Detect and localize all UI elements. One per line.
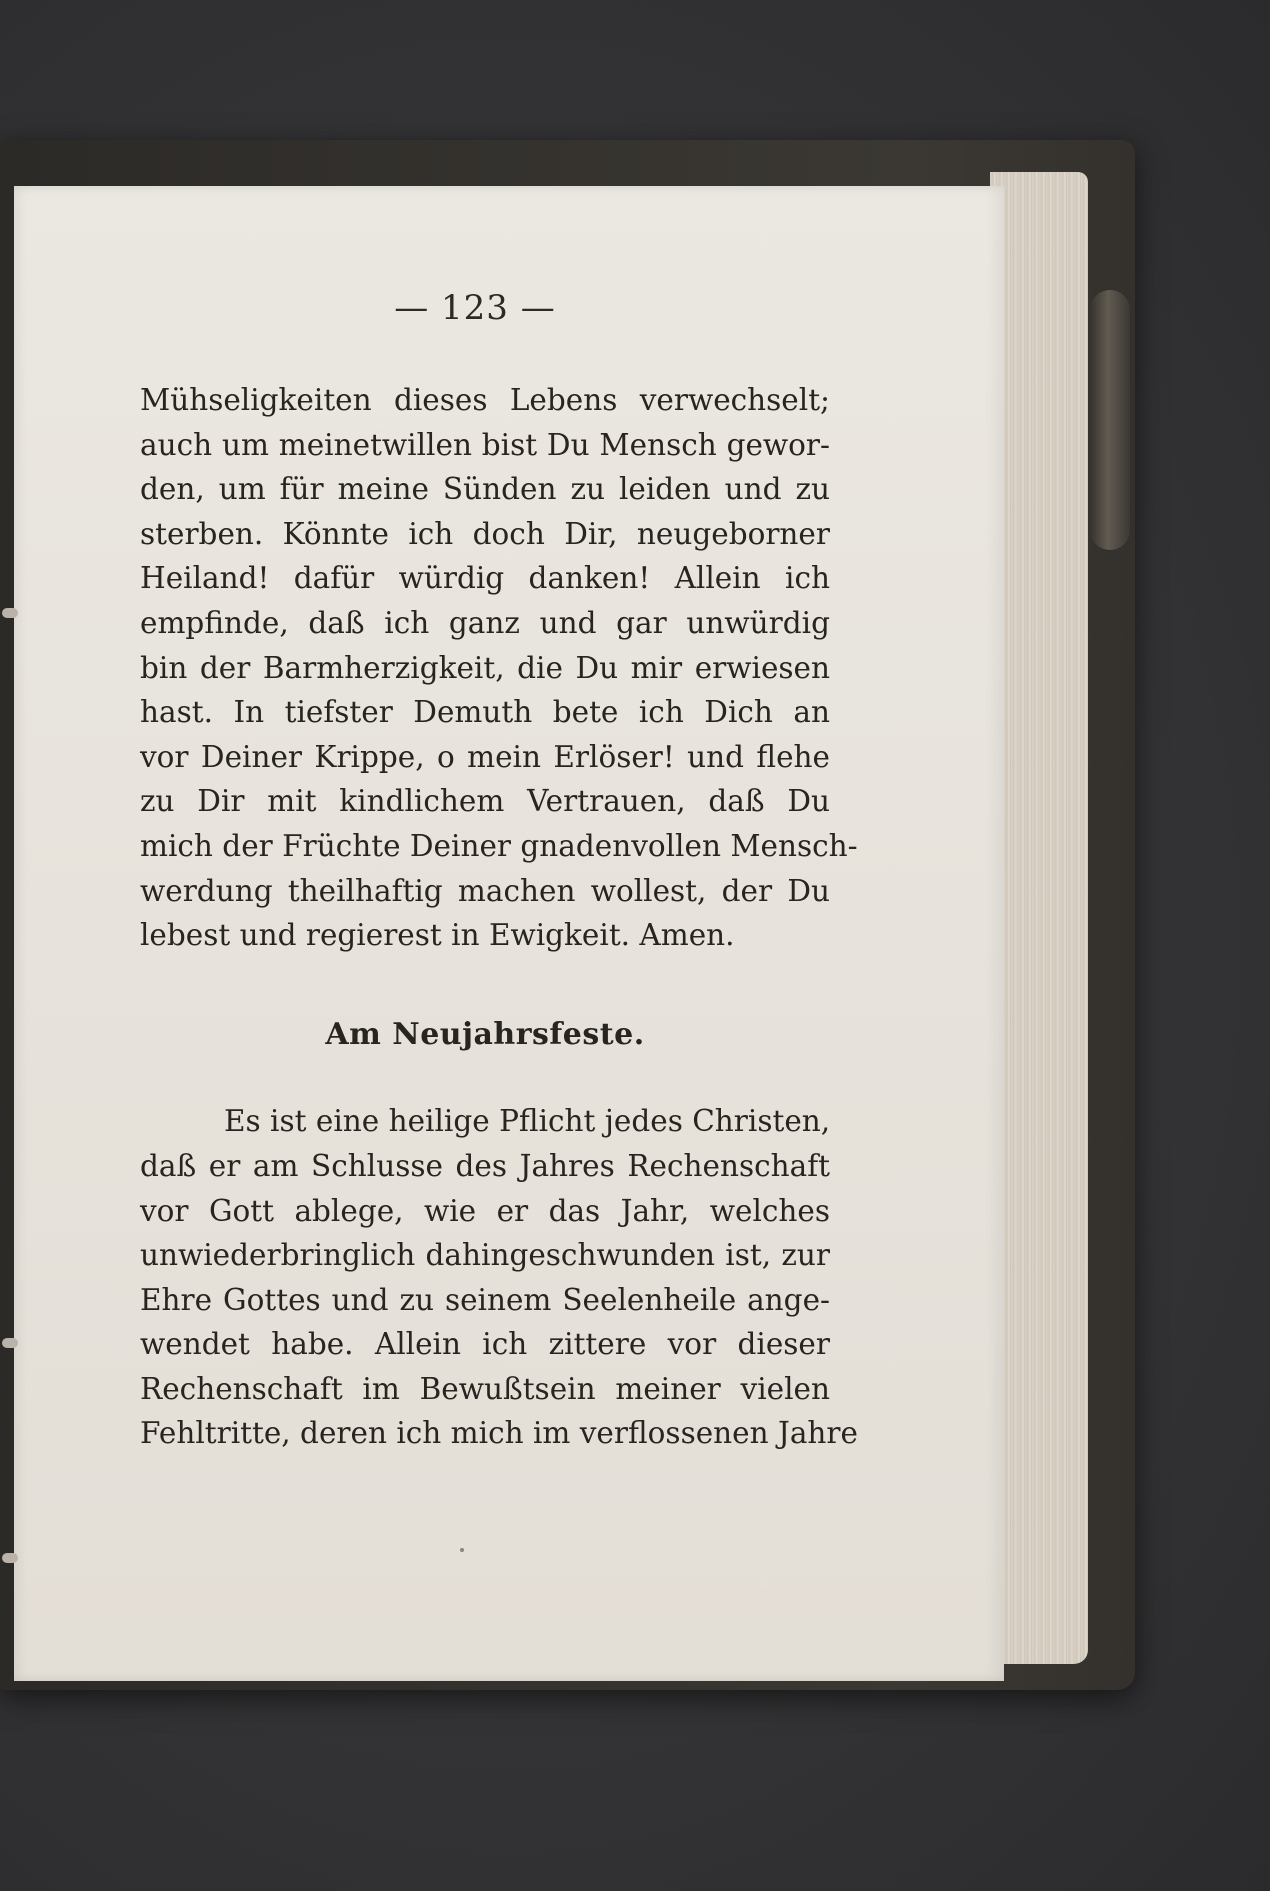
text-line: bin der Barmherzigkeit, die Du mir erwiesen (140, 650, 830, 685)
cover-wear-mark (1090, 290, 1130, 550)
binding-stitch (2, 608, 18, 618)
binding-stitch (2, 1338, 18, 1348)
page-text (140, 378, 858, 1456)
page-edges (990, 172, 1088, 1664)
text-line: Heiland! dafür würdig danken! Allein ich (140, 561, 830, 596)
text-line: Es ist eine heilige Pflicht jedes Christen, (224, 1104, 831, 1139)
text-line: Mühseligkeiten dieses Lebens verwechselt; (140, 383, 830, 417)
text-line: daß er am Schlusse des Jahres Rechenschaft (140, 1148, 830, 1183)
text-line: auch um meinetwillen bist Du Mensch gewor- (140, 427, 830, 462)
section-heading: Am Neujahrsfeste. (325, 1016, 645, 1052)
text-line: lebest und regierest in Ewigkeit. Amen. (140, 918, 735, 953)
text-line: Ehre Gottes und zu seinem Seelenheile ange- (140, 1282, 830, 1317)
text-line: sterben. Könnte ich doch Dir, neugeborner (140, 516, 830, 551)
text-line: Rechenschaft im Bewußtsein meiner vielen (140, 1371, 830, 1406)
page-number: — 123 — (394, 288, 556, 328)
ink-speck (460, 1548, 464, 1552)
text-line: vor Gott ablege, wie er das Jahr, welches (140, 1193, 830, 1228)
text-line: wendet habe. Allein ich zittere vor dieser (140, 1327, 830, 1362)
text-line: zu Dir mit kindlichem Vertrauen, daß Du (140, 784, 830, 819)
text-line: vor Deiner Krippe, o mein Erlöser! und flehe (140, 739, 830, 774)
text-line: hast. In tiefster Demuth bete ich Dich an (140, 695, 830, 730)
text-line: unwiederbringlich dahingeschwunden ist, zur (140, 1238, 830, 1273)
binding-stitch (2, 1553, 18, 1563)
text-line: mich der Früchte Deiner gnadenvollen Mensch- (140, 828, 858, 863)
text-line: Fehltritte, deren ich mich im verflossenen Jahre (140, 1416, 858, 1451)
text-line: werdung theilhaftig machen wollest, der Du (140, 873, 830, 908)
text-line: den, um für meine Sünden zu leiden und zu (140, 472, 830, 507)
text-line: empfinde, daß ich ganz und gar unwürdig (140, 605, 830, 640)
